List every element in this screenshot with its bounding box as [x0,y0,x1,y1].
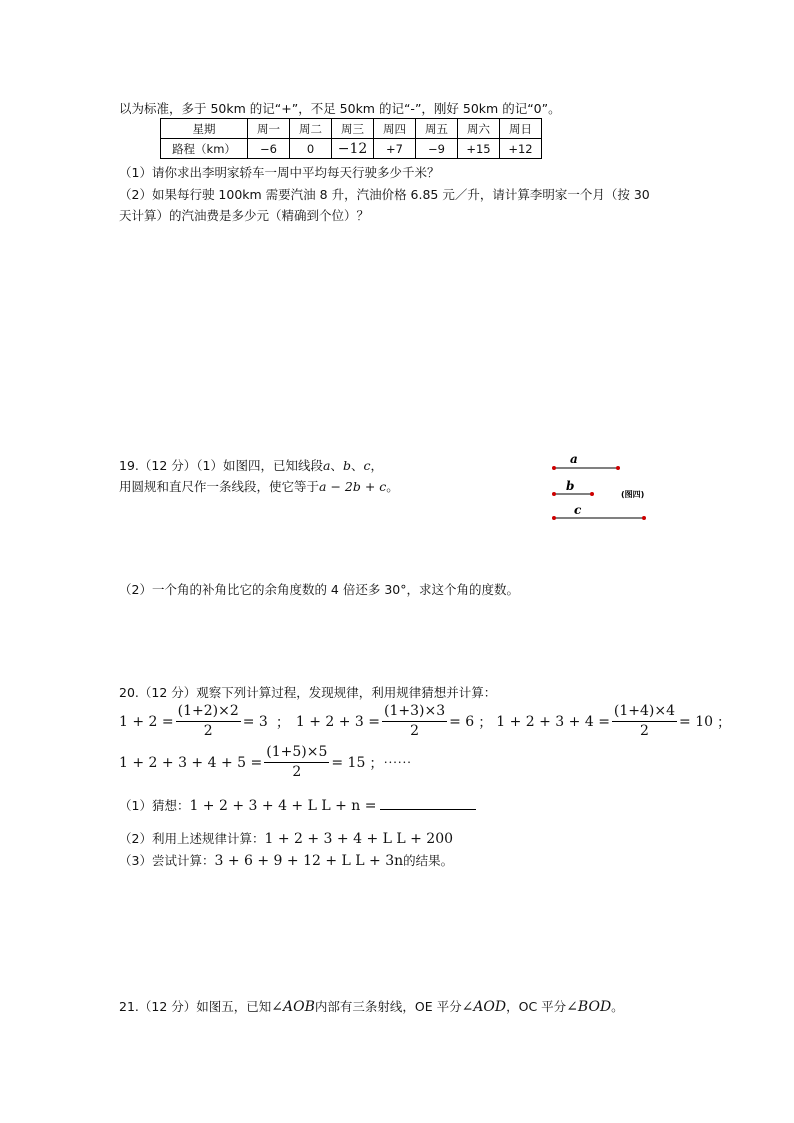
var-b: b [342,458,351,473]
q19-part2: （2）一个角的补角比它的余角度数的 4 倍还多 30°，求这个角的度数。 [119,582,519,597]
eq4-numerator: (1+5)×5 [264,743,329,763]
q20-equations-row1 [119,702,731,741]
eq2-lhs: 1 + 2 + 3 = [295,713,381,730]
table-header-row [161,119,542,139]
q18-part2-line1: （2）如果每行驶 100km 需要汽油 8 升，汽油价格 6.85 元／升，请计算李明家一个月（按 30 [119,187,650,202]
segment-c [552,503,646,520]
q21-prefix: 21.（12 分）如图五，已知 [119,999,272,1014]
table-cell: 周一 [248,119,290,139]
q19-line1 [119,456,383,474]
segment-b [552,479,594,496]
table-cell: −9 [416,139,458,159]
eq4-lhs: 1 + 2 + 3 + 4 + 5 = [119,754,263,771]
eq1-numerator: (1+2)×2 [176,702,241,722]
figure-segments [548,448,668,528]
eq3-lhs: 1 + 2 + 3 + 4 = [496,713,610,730]
q18-part2-line2: 天计算）的汽油费是多少元（精确到个位）？ [119,208,370,223]
table-cell: +7 [374,139,416,159]
eq2-rhs: = 6 [449,713,475,730]
eq1-lhs: 1 + 2 = [119,713,174,730]
label-c: c [574,503,582,517]
eq3-numerator: (1+4)×4 [612,702,677,722]
separator: ； [478,714,493,731]
q20-part2-prefix: （2）利用上述规律计算： [119,831,265,846]
table-cell: +12 [500,139,542,159]
table-cell: 周五 [416,119,458,139]
eq4-denominator: 2 [292,764,302,780]
eq1-rhs: = 3 [242,713,268,730]
table-cell: 周六 [458,119,500,139]
q19-line2 [119,477,399,495]
mileage-table [160,118,542,159]
table-header-label: 星期 [161,119,248,139]
table-row [161,139,542,159]
q21-middle: 内部有三条射线，OE 平分 [314,999,462,1014]
q21-line [119,997,624,1015]
q19-line2-prefix: 用圆规和直尺作一条线段，使它等于 [119,479,320,494]
q20-part1-expression: 1 + 2 + 3 + 4 + L L + n = [189,798,377,814]
q20-part1-prefix: （1）猜想： [119,798,190,813]
label-a: a [570,452,578,466]
eq3-fraction [612,702,677,741]
answer-blank[interactable] [380,796,476,810]
eq2-numerator: (1+3)×3 [382,702,447,722]
q20-part3 [119,851,453,869]
q20-part2 [119,829,453,847]
table-cell: −6 [248,139,290,159]
q21-end: 。 [611,999,624,1014]
q20-part3-suffix: 的结果。 [403,853,454,868]
angle-aod: ∠AOD [461,999,507,1015]
eq3-denominator: 2 [640,723,649,739]
table-cell: −12 [332,139,374,159]
var-a: a [322,458,331,473]
line-end: 。 [386,479,399,494]
q19-line1-prefix: 19.（12 分）（1）如图四，已知线段 [119,458,323,473]
table-cell: 周四 [374,119,416,139]
q20-intro: 20.（12 分）观察下列计算过程，发现规律，利用规律猜想并计算： [119,685,497,700]
eq1-fraction [176,702,241,741]
separator: ； [717,714,732,731]
separator: 、 [350,458,364,473]
eq4-rhs: = 15 [331,754,366,771]
var-c: c [363,458,371,473]
q19-expression: a − 2b + c [319,479,387,494]
q18-part1: （1）请你求出李明家轿车一周中平均每天行驶多少千米？ [119,165,440,180]
q20-equations-row2 [119,743,411,782]
table-cell: 周三 [332,119,374,139]
separator: ； [275,714,290,731]
eq2-fraction [382,702,447,741]
angle-bod: ∠BOD [566,999,612,1015]
table-cell: +15 [458,139,500,159]
eq1-denominator: 2 [203,723,213,739]
q20-part2-expression: 1 + 2 + 3 + 4 + L L + 200 [264,831,454,847]
eq4-fraction [264,743,329,782]
separator: ；⋯⋯ [369,755,412,772]
q20-part3-expression: 3 + 6 + 9 + 12 + L L + 3n [214,853,404,869]
table-cell: 0 [290,139,332,159]
q21-middle2: ，OC 平分 [506,999,567,1014]
segment-a [552,452,620,470]
label-b: b [566,479,575,493]
figure-caption: (图四) [621,490,645,499]
separator: 、 [330,458,343,473]
eq3-rhs: = 10 [679,713,714,730]
table-row-label: 路程（km） [161,139,248,159]
eq2-denominator: 2 [410,723,420,739]
q20-part1 [119,796,476,814]
q20-part3-prefix: （3）尝试计算： [119,853,215,868]
angle-aob: ∠AOB [271,999,315,1015]
intro-line: 以为标准，多于 50km 的记“+”，不足 50km 的记“-”，刚好 50km 的记“0”。 [119,101,561,116]
line-end: ， [370,458,383,473]
table-cell: 周日 [500,119,542,139]
table-cell: 周二 [290,119,332,139]
